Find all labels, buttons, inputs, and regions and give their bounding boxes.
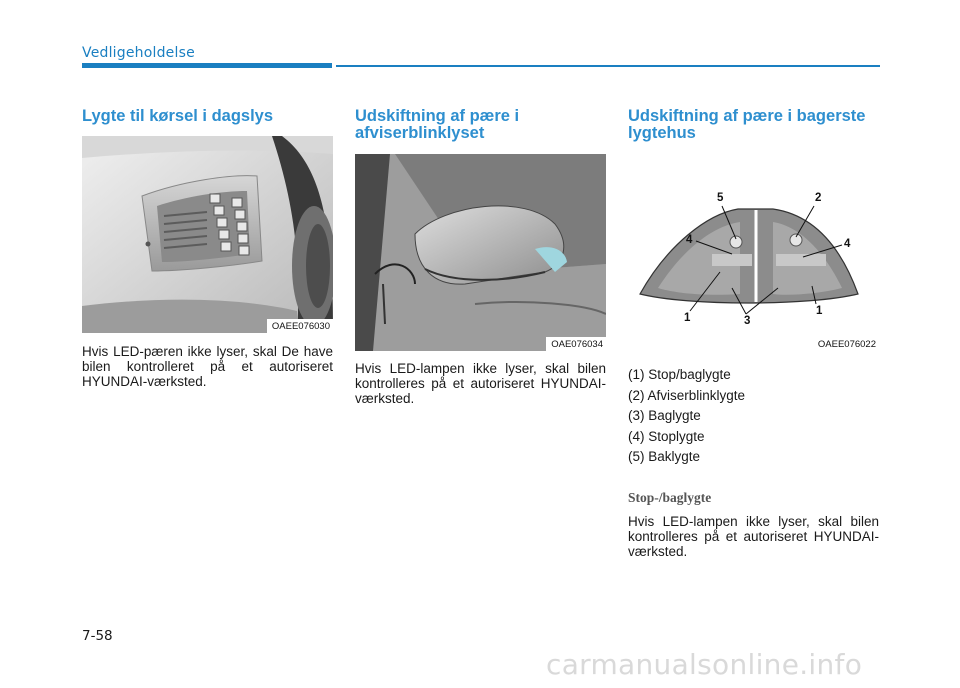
column-rear-combination — [628, 108, 879, 559]
watermark: carmanualsonline.info — [546, 648, 863, 681]
callout-4-left: 4 — [686, 234, 693, 246]
figure-rear-combination — [628, 154, 879, 351]
callout-3: 3 — [744, 315, 751, 327]
lamp-legend-list — [628, 365, 879, 468]
list-item: (4) Stoplygte — [628, 428, 705, 444]
rear-lamp-illustration — [628, 154, 879, 351]
heading-side-repeater: Udskiftning af pære i afviserblinklyset — [355, 107, 520, 142]
list-item: (2) Afviserblinklygte — [628, 387, 746, 403]
column-daytime-light — [82, 108, 333, 389]
figure-daytime-light — [82, 136, 333, 333]
heading-rear-combination: Udskiftning af pære i bagerste lygtehus — [628, 107, 866, 142]
header-rule-thin — [336, 65, 880, 67]
page-number: 7-58 — [82, 628, 113, 644]
subheading-stop-tail: Stop-/baglygte — [628, 489, 712, 505]
list-item: (3) Baglygte — [628, 408, 701, 423]
list-item: (1) Stop/baglygte — [628, 367, 731, 382]
callout-1-left: 1 — [684, 312, 691, 324]
body-text: Hvis LED-pæren ikke lyser, skal De have bilen kontrolleret på et autoriseret HYUNDAI-værksted. — [82, 344, 333, 389]
body-text: Hvis LED-lampen ikke lyser, skal bilen kontrolleres på et autoriseret HYUNDAI-værksted. — [355, 361, 606, 406]
callout-5: 5 — [717, 192, 724, 204]
list-item: (5) Baklygte — [628, 449, 701, 464]
column-side-repeater — [355, 108, 606, 406]
section-label: Vedligeholdelse — [82, 45, 195, 61]
bumper-illustration — [82, 136, 333, 333]
side-mirror-illustration — [355, 154, 606, 351]
figure-code: OAEE076030 — [267, 319, 333, 333]
figure-side-repeater — [355, 154, 606, 351]
figure-code: OAE076034 — [546, 337, 606, 351]
heading-daytime-light: Lygte til kørsel i dagslys — [82, 107, 274, 125]
header-rule-thick — [82, 63, 332, 68]
callout-4-right: 4 — [844, 238, 851, 250]
figure-code: OAEE076022 — [813, 337, 879, 351]
callout-1-right: 1 — [816, 305, 823, 317]
body-text: Hvis LED-lampen ikke lyser, skal bilen kontrolleres på et autoriseret HYUNDAI-værksted. — [628, 513, 879, 559]
callout-2: 2 — [815, 192, 822, 204]
